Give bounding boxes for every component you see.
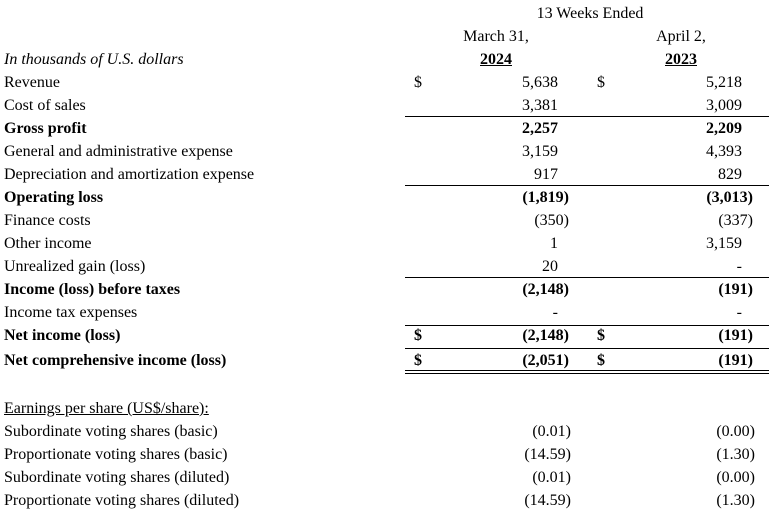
value-2023: 3,159: [706, 235, 742, 252]
row-label: Other income: [4, 235, 92, 252]
row-label: Gross profit: [4, 120, 87, 137]
subtotal-rule: [405, 185, 769, 186]
value-2023: 4,393: [706, 143, 742, 160]
value-2023: 2,209: [706, 120, 742, 137]
row-label: Income tax expenses: [4, 304, 138, 321]
eps-2023: (0.00): [716, 469, 755, 486]
subtotal-rule: [405, 116, 769, 117]
total-rule: [405, 348, 769, 349]
row-label: General and administrative expense: [4, 143, 233, 160]
value-2024: (2,148): [522, 281, 569, 298]
value-2024: 20: [542, 258, 558, 275]
row-label: Unrealized gain (loss): [4, 258, 146, 275]
value-2024: (1,819): [522, 189, 569, 206]
currency-symbol: $: [597, 327, 605, 344]
row-label: Revenue: [4, 74, 60, 91]
eps-2024: (0.01): [532, 423, 571, 440]
eps-2024: (0.01): [532, 469, 571, 486]
double-rule-top: [405, 370, 769, 371]
subtotal-rule: [405, 325, 769, 326]
eps-label: Proportionate voting shares (diluted): [4, 492, 240, 509]
value-2024: 5,638: [522, 74, 558, 91]
value-2023: (3,013): [706, 189, 753, 206]
eps-2023: (0.00): [716, 423, 755, 440]
value-2023: 5,218: [706, 74, 742, 91]
eps-label: Proportionate voting shares (basic): [4, 446, 228, 463]
value-2024: 3,159: [522, 143, 558, 160]
eps-2023: (1.30): [716, 446, 755, 463]
value-2023: 3,009: [706, 97, 742, 114]
currency-symbol: $: [597, 352, 605, 369]
value-2024: -: [552, 304, 558, 321]
row-label: Operating loss: [4, 189, 104, 206]
value-2024: (2,148): [522, 327, 569, 344]
row-label: Net comprehensive income (loss): [4, 352, 227, 369]
value-2024: (350): [534, 212, 569, 229]
value-2023: (191): [718, 352, 753, 369]
row-label: Cost of sales: [4, 97, 86, 114]
eps-heading: Earnings per share (US$/share):: [4, 400, 209, 417]
row-label: Net income (loss): [4, 327, 121, 344]
currency-symbol: $: [414, 327, 422, 344]
col1-year: 2024: [480, 51, 512, 68]
value-2023: (191): [718, 281, 753, 298]
eps-2023: (1.30): [716, 492, 755, 509]
value-2023: -: [736, 258, 742, 275]
eps-2024: (14.59): [524, 492, 571, 509]
currency-symbol: $: [597, 74, 605, 91]
period-heading: 13 Weeks Ended: [536, 5, 644, 22]
value-2023: -: [736, 304, 742, 321]
value-2023: 829: [718, 166, 742, 183]
subtotal-rule: [405, 277, 769, 278]
value-2023: (191): [718, 327, 753, 344]
value-2024: (2,051): [522, 352, 569, 369]
value-2024: 2,257: [522, 120, 558, 137]
row-label: Depreciation and amortization expense: [4, 166, 255, 183]
col2-year: 2023: [665, 51, 697, 68]
value-2024: 917: [534, 166, 558, 183]
currency-symbol: $: [414, 352, 422, 369]
units-note: In thousands of U.S. dollars: [4, 51, 184, 68]
value-2024: 3,381: [522, 97, 558, 114]
col2-date: April 2,: [656, 28, 706, 45]
eps-label: Subordinate voting shares (basic): [4, 423, 218, 440]
value-2024: 1: [550, 235, 558, 252]
double-rule-bottom: [405, 373, 769, 374]
row-label: Income (loss) before taxes: [4, 281, 181, 298]
eps-label: Subordinate voting shares (diluted): [4, 469, 230, 486]
value-2023: (337): [718, 212, 753, 229]
col1-date: March 31,: [463, 28, 529, 45]
eps-2024: (14.59): [524, 446, 571, 463]
currency-symbol: $: [414, 74, 422, 91]
row-label: Finance costs: [4, 212, 91, 229]
